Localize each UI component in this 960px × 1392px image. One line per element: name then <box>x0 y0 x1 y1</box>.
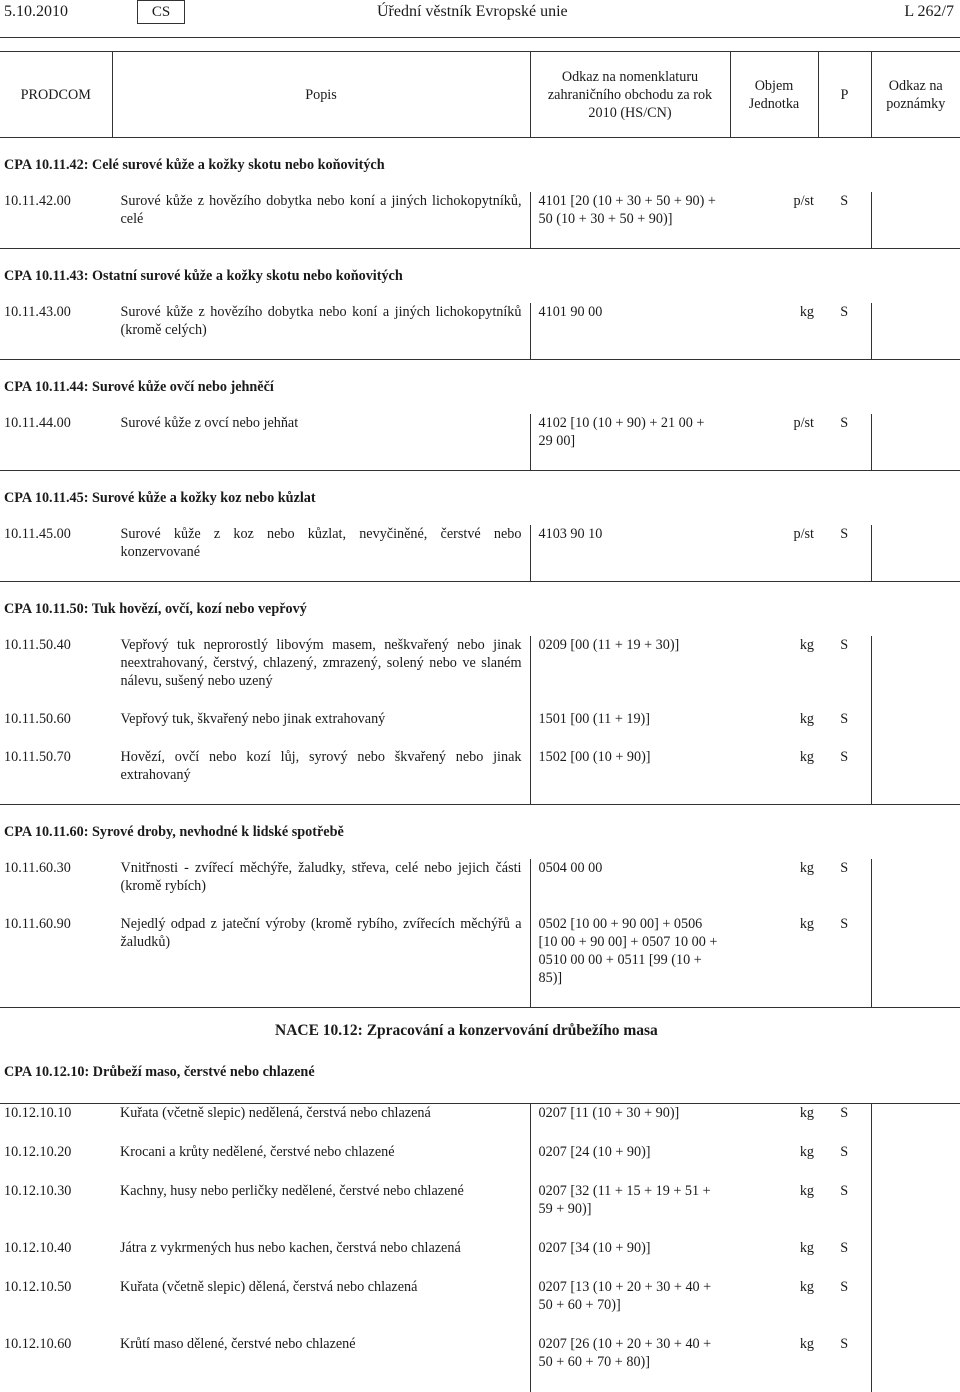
prodcom-table-nace-10-12 <box>0 1053 960 1392</box>
notes-reference <box>871 915 960 1007</box>
volume-unit: kg <box>799 1240 814 1256</box>
cn-reference: 0207 [11 (10 + 30 + 90)] <box>530 1104 730 1144</box>
volume-unit: kg <box>799 1144 814 1160</box>
description: Krůtí maso dělené, čerstvé nebo chlazené <box>120 1336 356 1352</box>
cn-reference: 1501 [00 (11 + 19)] <box>530 710 730 748</box>
description: Surové kůže z koz nebo kůzlat, nevyčiněné, čerstvé nebo konzervované <box>120 526 522 560</box>
notes-reference <box>871 1182 960 1239</box>
notes-reference <box>871 525 960 581</box>
prodcom-code: 10.11.44.00 <box>4 415 71 431</box>
cpa-heading: CPA 10.12.10: Drůbeží maso, čerstvé nebo chlazené <box>4 1064 315 1080</box>
header-divider <box>0 37 960 38</box>
cpa-heading-row <box>0 582 960 637</box>
notes-reference <box>871 1239 960 1278</box>
cn-reference: 4101 90 00 <box>530 303 730 359</box>
col-header-p: P <box>818 52 871 138</box>
prodcom-code: 10.11.60.90 <box>4 916 71 932</box>
description: Krocani a krůty nedělené, čerstvé nebo chlazené <box>120 1144 395 1160</box>
p-flag: S <box>840 711 849 727</box>
header-date: 5.10.2010 <box>4 3 68 20</box>
prodcom-code: 10.12.10.60 <box>4 1336 72 1352</box>
volume-unit: kg <box>799 1183 814 1199</box>
notes-reference <box>871 414 960 470</box>
volume-unit: kg <box>799 304 814 320</box>
p-flag: S <box>840 304 849 320</box>
cpa-heading-row <box>0 1053 960 1104</box>
col-header-note: Odkaz na poznámky <box>871 52 960 138</box>
table-row <box>0 859 960 915</box>
volume-unit: kg <box>799 916 814 932</box>
table-row <box>0 1278 960 1335</box>
cn-reference: 1502 [00 (10 + 90)] <box>530 748 730 804</box>
prodcom-code: 10.12.10.20 <box>4 1144 72 1160</box>
description: Surové kůže z hovězího dobytka nebo koní a jiných lichokopytníků, celé <box>120 193 522 227</box>
description: Surové kůže z hovězího dobytka nebo koní a jiných lichokopytníků (kromě celých) <box>120 304 522 338</box>
table-row <box>0 1239 960 1278</box>
page-header <box>0 0 960 28</box>
cpa-heading-row <box>0 360 960 415</box>
p-flag: S <box>818 1104 871 1144</box>
volume-unit: kg <box>799 637 814 653</box>
prodcom-code: 10.11.60.30 <box>4 860 71 876</box>
volume-unit: kg <box>799 860 814 876</box>
p-flag: S <box>840 526 849 542</box>
prodcom-code: 10.11.50.40 <box>4 637 71 653</box>
nace-heading: NACE 10.12: Zpracování a konzervování drůbežího masa <box>275 1022 658 1039</box>
cpa-heading-row <box>0 805 960 860</box>
table-header-row <box>0 52 960 138</box>
table-body-2 <box>0 1053 960 1392</box>
cn-reference: 4103 90 10 <box>530 525 730 581</box>
prodcom-code: 10.12.10.40 <box>4 1240 72 1256</box>
description: Surové kůže z ovcí nebo jehňat <box>120 415 299 431</box>
p-flag: S <box>840 193 849 209</box>
notes-reference <box>871 636 960 710</box>
description: Kuřata (včetně slepic) nedělená, čerstvá nebo chlazená <box>112 1104 530 1144</box>
table-body <box>0 138 960 1008</box>
header-journal-title: Úřední věstník Evropské unie <box>377 3 568 20</box>
notes-reference <box>871 748 960 804</box>
volume-unit: p/st <box>793 193 814 209</box>
table-row <box>0 525 960 581</box>
p-flag: S <box>840 1240 849 1256</box>
volume-unit: p/st <box>793 526 814 542</box>
cpa-heading: CPA 10.11.45: Surové kůže a kožky koz nebo kůzlat <box>4 490 316 506</box>
cpa-heading-row <box>0 249 960 304</box>
cn-reference: 0504 00 00 <box>530 859 730 915</box>
p-flag: S <box>840 1279 849 1295</box>
description: Játra z vykrmených hus nebo kachen, čerstvá nebo chlazená <box>120 1240 461 1256</box>
prodcom-code: 10.11.50.60 <box>4 711 71 727</box>
cpa-heading: CPA 10.11.42: Celé surové kůže a kožky skotu nebo koňovitých <box>4 157 385 173</box>
notes-reference <box>871 710 960 748</box>
prodcom-code: 10.12.10.50 <box>4 1279 72 1295</box>
table-row <box>0 303 960 359</box>
table-row <box>0 414 960 470</box>
notes-reference <box>871 859 960 915</box>
col-header-unit-text: Objem Jednotka <box>748 77 800 112</box>
volume-unit: p/st <box>793 415 814 431</box>
col-header-prodcom: PRODCOM <box>0 52 112 138</box>
col-header-cn: Odkaz na nomenklaturu zahraničního obchodu za rok 2010 (HS/CN) <box>530 52 730 138</box>
cn-reference: 4101 [20 (10 + 30 + 50 + 90) + 50 (10 + 30 + 50 + 90)] <box>530 192 730 248</box>
volume-unit: kg <box>799 749 814 765</box>
table-row <box>0 1182 960 1239</box>
description: Vepřový tuk, škvařený nebo jinak extrahovaný <box>120 711 386 727</box>
cpa-heading-row <box>0 471 960 526</box>
cn-reference: 0207 [13 (10 + 20 + 30 + 40 + 50 + 60 + 70)] <box>530 1278 730 1335</box>
description: Nejedlý odpad z jateční výroby (kromě rybího, zvířecích měchýřů a žaludků) <box>120 916 522 950</box>
p-flag: S <box>840 916 849 932</box>
volume-unit: kg <box>799 711 814 727</box>
notes-reference <box>871 1278 960 1335</box>
prodcom-code: 10.11.42.00 <box>4 193 71 209</box>
header-page-number: L 262/7 <box>904 3 954 20</box>
header-language-box: CS <box>137 0 185 24</box>
group-divider-line <box>0 1007 960 1008</box>
description: Vnitřnosti - zvířecí měchýře, žaludky, střeva, celé nebo jejich části (kromě rybích) <box>120 860 522 894</box>
cn-reference: 0207 [32 (11 + 15 + 19 + 51 + 59 + 90)] <box>530 1182 730 1239</box>
cn-reference: 0207 [34 (10 + 90)] <box>530 1239 730 1278</box>
prodcom-code: 10.11.50.70 <box>4 749 71 765</box>
description: Hovězí, ovčí nebo kozí lůj, syrový nebo škvařený nebo jinak extrahovaný <box>120 749 522 783</box>
table-row <box>0 748 960 804</box>
prodcom-code: 10.12.10.30 <box>4 1183 72 1199</box>
p-flag: S <box>840 749 849 765</box>
cpa-heading: CPA 10.11.44: Surové kůže ovčí nebo jehněčí <box>4 379 274 395</box>
cn-reference: 0502 [10 00 + 90 00] + 0506 [10 00 + 90 00] + 0507 10 00 + 0510 00 00 + 0511 [99 (10 + 85)] <box>530 915 730 1007</box>
cpa-heading: CPA 10.11.43: Ostatní surové kůže a kožky skotu nebo koňovitých <box>4 268 403 284</box>
cn-reference: 4102 [10 (10 + 90) + 21 00 + 29 00] <box>530 414 730 470</box>
prodcom-code: 10.11.43.00 <box>4 304 71 320</box>
table-row <box>0 1143 960 1182</box>
cn-reference: 0207 [26 (10 + 20 + 30 + 40 + 50 + 60 + 70 + 80)] <box>530 1335 730 1392</box>
p-flag: S <box>840 637 849 653</box>
table-row <box>0 915 960 1007</box>
notes-reference <box>871 1143 960 1182</box>
volume-unit: kg <box>799 1336 814 1352</box>
cn-reference: 0207 [24 (10 + 90)] <box>530 1143 730 1182</box>
prodcom-code: 10.11.45.00 <box>4 526 71 542</box>
p-flag: S <box>840 860 849 876</box>
p-flag: S <box>840 1336 849 1352</box>
volume-unit: kg <box>730 1104 818 1144</box>
notes-reference <box>871 192 960 248</box>
col-header-unit <box>730 52 818 138</box>
table-row <box>0 192 960 248</box>
notes-reference <box>871 1104 960 1144</box>
cn-reference: 0209 [00 (11 + 19 + 30)] <box>530 636 730 710</box>
notes-reference <box>871 303 960 359</box>
table-row <box>0 1104 960 1144</box>
description: Kuřata (včetně slepic) dělená, čerstvá nebo chlazená <box>120 1279 418 1295</box>
table-row <box>0 1335 960 1392</box>
description: Kachny, husy nebo perličky nedělené, čerstvé nebo chlazené <box>120 1183 464 1199</box>
cpa-heading: CPA 10.11.50: Tuk hovězí, ovčí, kozí nebo vepřový <box>4 601 307 617</box>
volume-unit: kg <box>799 1279 814 1295</box>
table-row <box>0 710 960 748</box>
group-divider <box>0 1007 960 1008</box>
prodcom-table <box>0 51 960 1008</box>
p-flag: S <box>840 415 849 431</box>
p-flag: S <box>840 1144 849 1160</box>
cpa-heading-row <box>0 138 960 193</box>
col-header-popis: Popis <box>112 52 530 138</box>
description: Vepřový tuk neprorostlý libovým masem, neškvařený nebo jinak neextrahovaný, čerstvý, chlazený, zmrazený, solený nebo ve slaném nálevu, sušený nebo uzený <box>120 637 522 689</box>
p-flag: S <box>840 1183 849 1199</box>
cpa-heading: CPA 10.11.60: Syrové droby, nevhodné k lidské spotřebě <box>4 824 344 840</box>
notes-reference <box>871 1335 960 1392</box>
table-row <box>0 636 960 710</box>
prodcom-code: 10.12.10.10 <box>0 1104 112 1144</box>
